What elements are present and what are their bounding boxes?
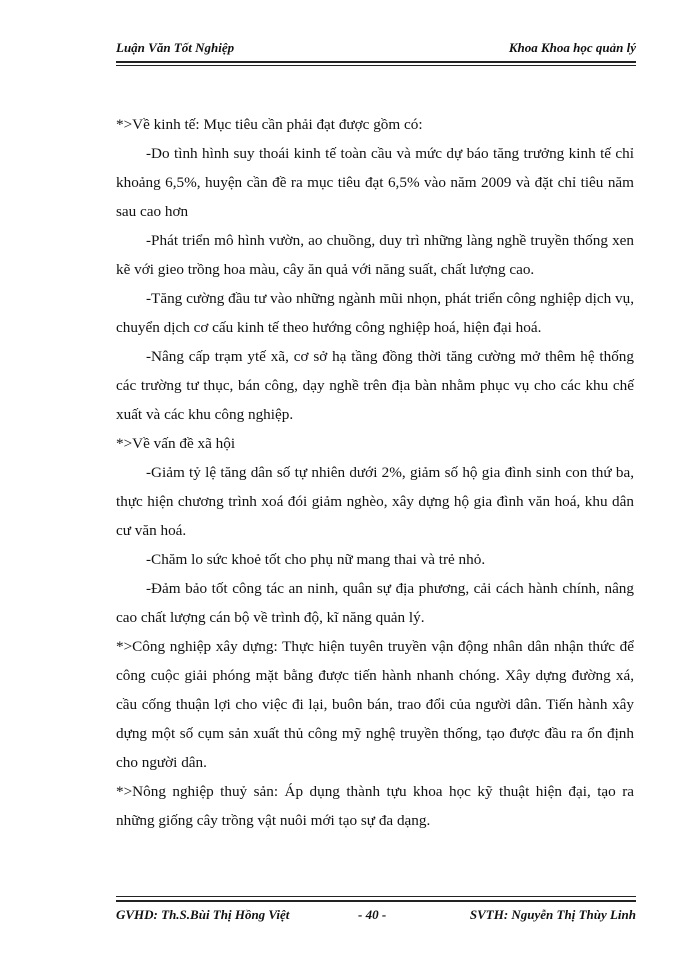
paragraph-growth-target: -Do tình hình suy thoái kinh tế toàn cầu và mức dự báo tăng trưởng kinh tế chỉ khoảng 6,5%, huyện cần đề ra mục tiêu đạt 6,5% vào năm 2009 và đặt chỉ tiêu năm sau cao hơn [116, 145, 634, 220]
footer-rule-thin [116, 896, 636, 897]
header-rule-thin [116, 65, 636, 66]
header-faculty: Khoa Khoa học quản lý [508, 40, 636, 55]
paragraph-garden-model: -Phát triển mô hình vườn, ao chuồng, duy trì những làng nghề truyền thống xen kẽ với gieo trồng hoa màu, cây ăn quả với năng suất, chất lượng cao. [116, 232, 634, 278]
paragraph-population: -Giảm tỷ lệ tăng dân số tự nhiên dưới 2%, giảm số hộ gia đình sinh con thứ ba, thực hiện chương trình xoá đói giảm nghèo, xây dựng hộ gia đình văn hoá, khu dân cư văn hoá. [116, 464, 634, 539]
page-number: - 40 - [358, 907, 387, 922]
page-header [116, 40, 636, 60]
header-rule-thick [116, 61, 636, 63]
paragraph-construction: *>Công nghiệp xây dựng: Thực hiện tuyên truyền vận động nhân dân nhận thức để công cuộc giải phóng mặt bằng được tiến hành nhanh chóng. Xây dựng đường xá, cầu cống thuận lợi cho việc đi lại, buôn bán, trao đổi của người dân. Tiến hành xây dựng một số cụm sản xuất thủ công mỹ nghệ truyền thống, tạo được đầu ra ổn định cho người dân. [116, 638, 634, 771]
page-footer [116, 907, 636, 927]
paragraph-health: -Chăm lo sức khoẻ tốt cho phụ nữ mang thai và trẻ nhỏ. [146, 551, 486, 568]
footer-student: SVTH: Nguyễn Thị Thùy Linh [469, 907, 636, 922]
body-text [116, 110, 634, 835]
paragraph-social-heading: *>Về vấn đề xã hội [116, 435, 236, 452]
paragraph-infrastructure: -Nâng cấp trạm ytế xã, cơ sở hạ tầng đồng thời tăng cường mở thêm hệ thống các trường tư thục, bán công, dạy nghề trên địa bàn nhằm phục vụ cho các khu chế xuất và các khu công nghiệp. [116, 348, 634, 423]
footer-advisor: GVHD: Th.S.Bùi Thị Hồng Việt [116, 907, 290, 922]
paragraph-investment: -Tăng cường đầu tư vào những ngành mũi nhọn, phát triển công nghiệp dịch vụ, chuyển dịch cơ cấu kinh tế theo hướng công nghiệp hoá, hiện đại hoá. [116, 290, 634, 336]
header-thesis-title: Luận Văn Tốt Nghiệp [116, 40, 235, 55]
paragraph-security: -Đảm bảo tốt công tác an ninh, quân sự địa phương, cải cách hành chính, nâng cao chất lượng cán bộ về trình độ, kĩ năng quản lý. [116, 580, 634, 626]
footer-rule-thick [116, 900, 636, 902]
paragraph-economy-heading: *>Về kinh tế: Mục tiêu cần phải đạt được gồm có: [116, 116, 423, 133]
paragraph-agriculture: *>Nông nghiệp thuỷ sản: Áp dụng thành tựu khoa học kỹ thuật hiện đại, tạo ra những giống cây trồng vật nuôi mới tạo sự đa dạng. [116, 783, 634, 829]
